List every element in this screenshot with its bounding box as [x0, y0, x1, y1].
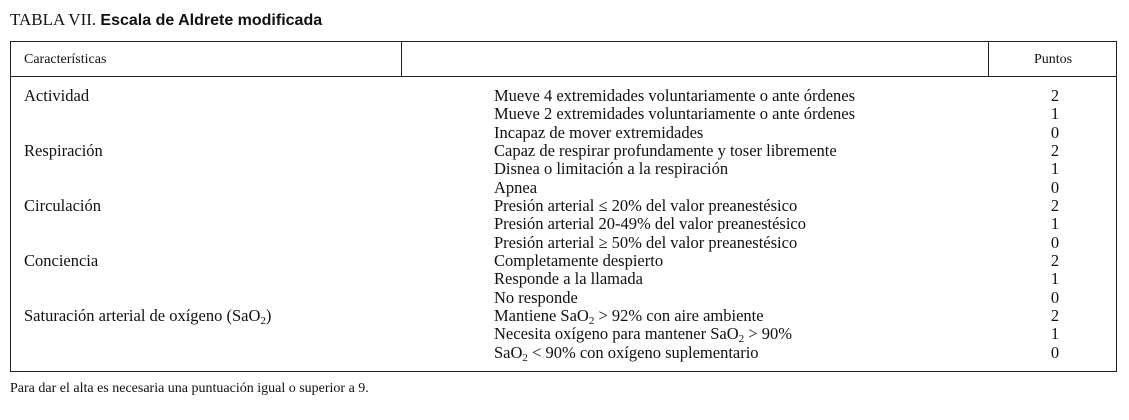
- table-number: TABLA VII.: [10, 10, 97, 29]
- table-name: Escala de Aldrete modificada: [100, 12, 323, 29]
- category-label: Respiración: [24, 141, 103, 161]
- points-value: 2: [1050, 86, 1060, 105]
- table-footnote: Para dar el alta es necesaria una puntuación igual o superior a 9.: [10, 381, 369, 396]
- points-value: 1: [1050, 324, 1060, 344]
- header-points: Puntos: [1033, 52, 1073, 67]
- table-title: [10, 9, 322, 32]
- header-divider: [401, 42, 402, 76]
- table-row: [11, 215, 1116, 233]
- table-row: [11, 252, 1116, 270]
- header-characteristics: Características: [24, 52, 107, 67]
- points-value: 1: [1050, 214, 1060, 234]
- points-value: 2: [1050, 306, 1060, 326]
- category-label: Circulación: [24, 196, 101, 216]
- points-value: 0: [1050, 342, 1060, 362]
- points-value: 2: [1050, 196, 1060, 216]
- criterion-text: Apnea: [494, 177, 538, 197]
- criterion-text: SaO$_2$ < 90% con oxígeno suplementario: [494, 342, 759, 364]
- table-row: [11, 289, 1116, 307]
- table-header: [11, 42, 1116, 77]
- table-row: [11, 306, 1116, 328]
- criterion-text: Responde a la llamada: [494, 269, 643, 289]
- table-row: [11, 160, 1116, 178]
- points-value: 1: [1050, 104, 1060, 124]
- points-value: 1: [1050, 269, 1060, 289]
- table-row: [11, 197, 1116, 215]
- criterion-text: Presión arterial 20-49% del valor preanestésico: [494, 214, 807, 234]
- table-row: [11, 124, 1116, 142]
- criterion-text: Presión arterial ≥ 50% del valor preanestésico: [494, 232, 798, 252]
- criterion-text: Presión arterial ≤ 20% del valor preanestésico: [494, 196, 798, 216]
- aldrete-table: [10, 41, 1117, 372]
- criterion-text: Disnea o limitación a la respiración: [494, 159, 729, 179]
- points-value: 2: [1050, 251, 1060, 271]
- points-value: 0: [1050, 122, 1060, 142]
- table-row: [11, 324, 1116, 346]
- category-label: Saturación arterial de oxígeno (SaO$_2$): [24, 306, 272, 328]
- table-row: [11, 179, 1116, 197]
- points-value: 2: [1050, 141, 1060, 161]
- criterion-text: Completamente despierto: [494, 251, 664, 271]
- criterion-text: Incapaz de mover extremidades: [494, 122, 704, 142]
- table-row: [11, 270, 1116, 288]
- table-row: [11, 344, 1116, 362]
- points-value: 0: [1050, 177, 1060, 197]
- table-body: [11, 87, 1116, 362]
- criterion-text: No responde: [494, 287, 578, 307]
- category-label: Conciencia: [24, 251, 99, 271]
- points-value: 0: [1050, 232, 1060, 252]
- criterion-text: Mueve 4 extremidades voluntariamente o ante órdenes: [494, 86, 856, 105]
- table-row: [11, 142, 1116, 160]
- table-row: [11, 234, 1116, 252]
- criterion-text: Necesita oxígeno para mantener SaO$_2$ > 90%: [494, 324, 792, 346]
- table-row: [11, 87, 1116, 105]
- criterion-text: Capaz de respirar profundamente y toser libremente: [494, 141, 837, 161]
- criterion-text: Mantiene SaO$_2$ > 92% con aire ambiente: [494, 306, 764, 328]
- category-label: Actividad: [24, 86, 90, 105]
- table-row: [11, 105, 1116, 123]
- criterion-text: Mueve 2 extremidades voluntariamente o ante órdenes: [494, 104, 856, 124]
- points-value: 1: [1050, 159, 1060, 179]
- points-value: 0: [1050, 287, 1060, 307]
